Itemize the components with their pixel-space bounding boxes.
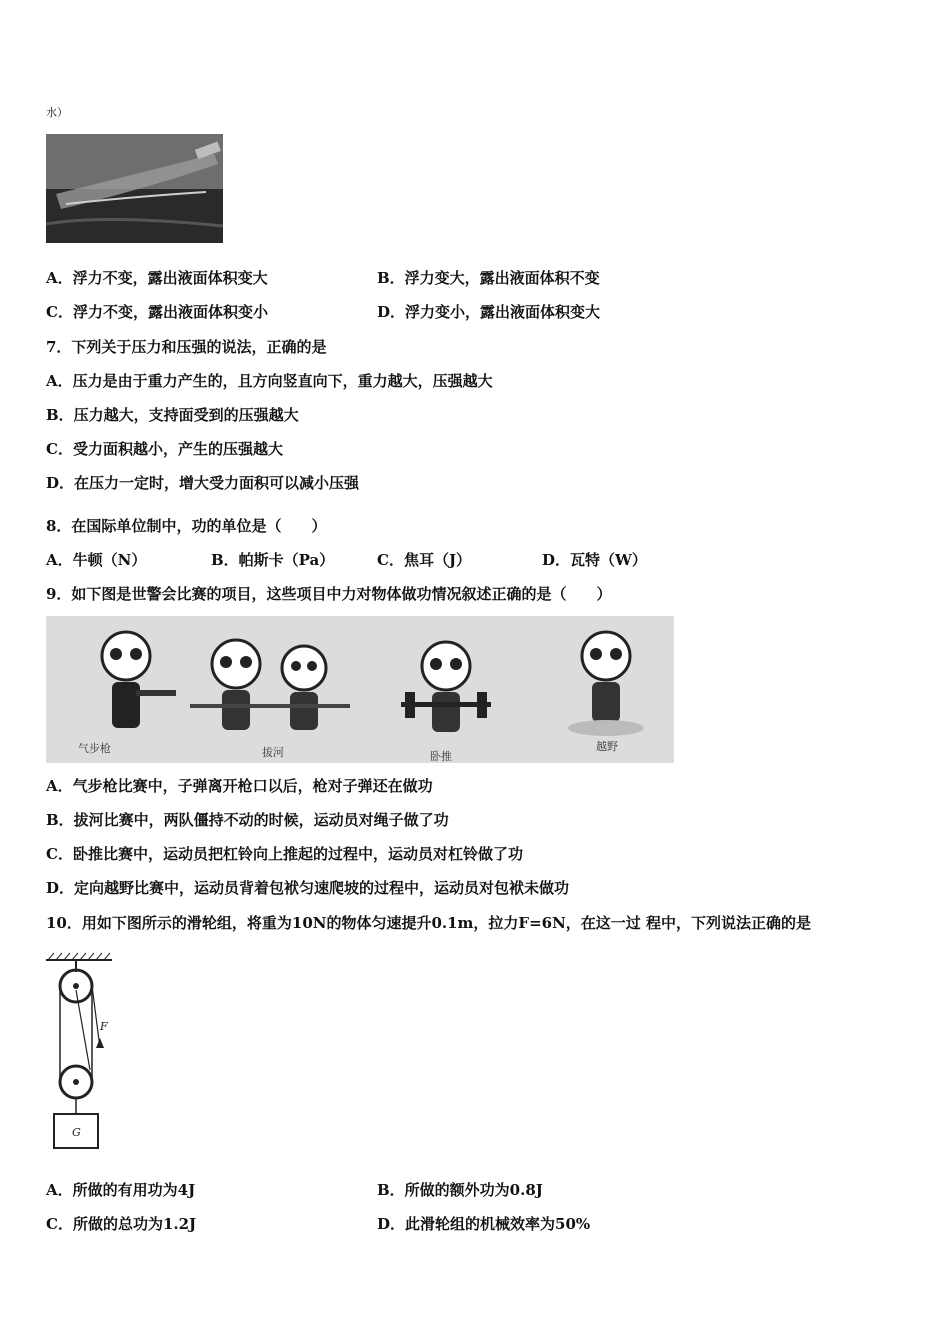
- q6-option-c: C．浮力不变，露出液面体积变小: [46, 303, 268, 321]
- q8-option-c: C．焦耳（J）: [377, 551, 472, 569]
- q6-option-d: D．浮力变小，露出液面体积变大: [377, 303, 601, 321]
- bottle-figure: [46, 134, 223, 243]
- caption-air-rifle: 气步枪: [78, 742, 111, 755]
- q8-option-a: A．牛顿（N）: [46, 551, 147, 569]
- caption-tug-of-war: 拔河: [262, 746, 284, 759]
- q9-option-d: D．定向越野比赛中，运动员背着包袱匀速爬坡的过程中，运动员对包袱未做功: [46, 879, 570, 897]
- q9-option-c: C．卧推比赛中，运动员把杠铃向上推起的过程中，运动员对杠铃做了功: [46, 845, 523, 863]
- q6-option-a: A．浮力不变，露出液面体积变大: [46, 269, 268, 287]
- sports-figure: [46, 616, 674, 763]
- q7-option-c: C．受力面积越小，产生的压强越大: [46, 440, 283, 458]
- top-fragment: 水）: [46, 106, 68, 119]
- q10-option-c: C．所做的总功为1.2J: [46, 1215, 197, 1233]
- q7-option-a: A．压力是由于重力产生的，且方向竖直向下，重力越大，压强越大: [46, 372, 493, 390]
- q8-stem: 8．在国际单位制中，功的单位是（ ）: [46, 517, 327, 535]
- pulley-figure: [44, 950, 116, 1152]
- q7-option-b: B．压力越大，支持面受到的压强越大: [46, 406, 299, 424]
- q10-option-b: B．所做的额外功为0.8J: [377, 1181, 543, 1199]
- q9-option-a: A．气步枪比赛中，子弹离开枪口以后，枪对子弹还在做功: [46, 777, 433, 795]
- caption-cross-country: 越野: [596, 740, 618, 753]
- force-label-f: F: [100, 1020, 108, 1033]
- q10-option-d: D．此滑轮组的机械效率为50%: [377, 1215, 591, 1233]
- q7-stem: 7．下列关于压力和压强的说法，正确的是: [46, 338, 327, 356]
- q6-option-b: B．浮力变大，露出液面体积不变: [377, 269, 600, 287]
- q9-stem: 9．如下图是世警会比赛的项目，这些项目中力对物体做功情况叙述正确的是（ ）: [46, 585, 612, 603]
- q9-option-b: B．拔河比赛中，两队僵持不动的时候，运动员对绳子做了功: [46, 811, 449, 829]
- caption-bench-press: 卧推: [430, 750, 452, 763]
- q10-option-a: A．所做的有用功为4J: [46, 1181, 196, 1199]
- q7-option-d: D．在压力一定时，增大受力面积可以减小压强: [46, 474, 360, 492]
- weight-label-g: G: [72, 1126, 81, 1139]
- q8-option-b: B．帕斯卡（Pa）: [211, 551, 335, 569]
- q8-option-d: D．瓦特（W）: [542, 551, 647, 569]
- q10-stem: 10．用如下图所示的滑轮组，将重为10N的物体匀速提升0.1m，拉力F=6N，在这一过 程中，下列说法正确的是: [46, 914, 812, 932]
